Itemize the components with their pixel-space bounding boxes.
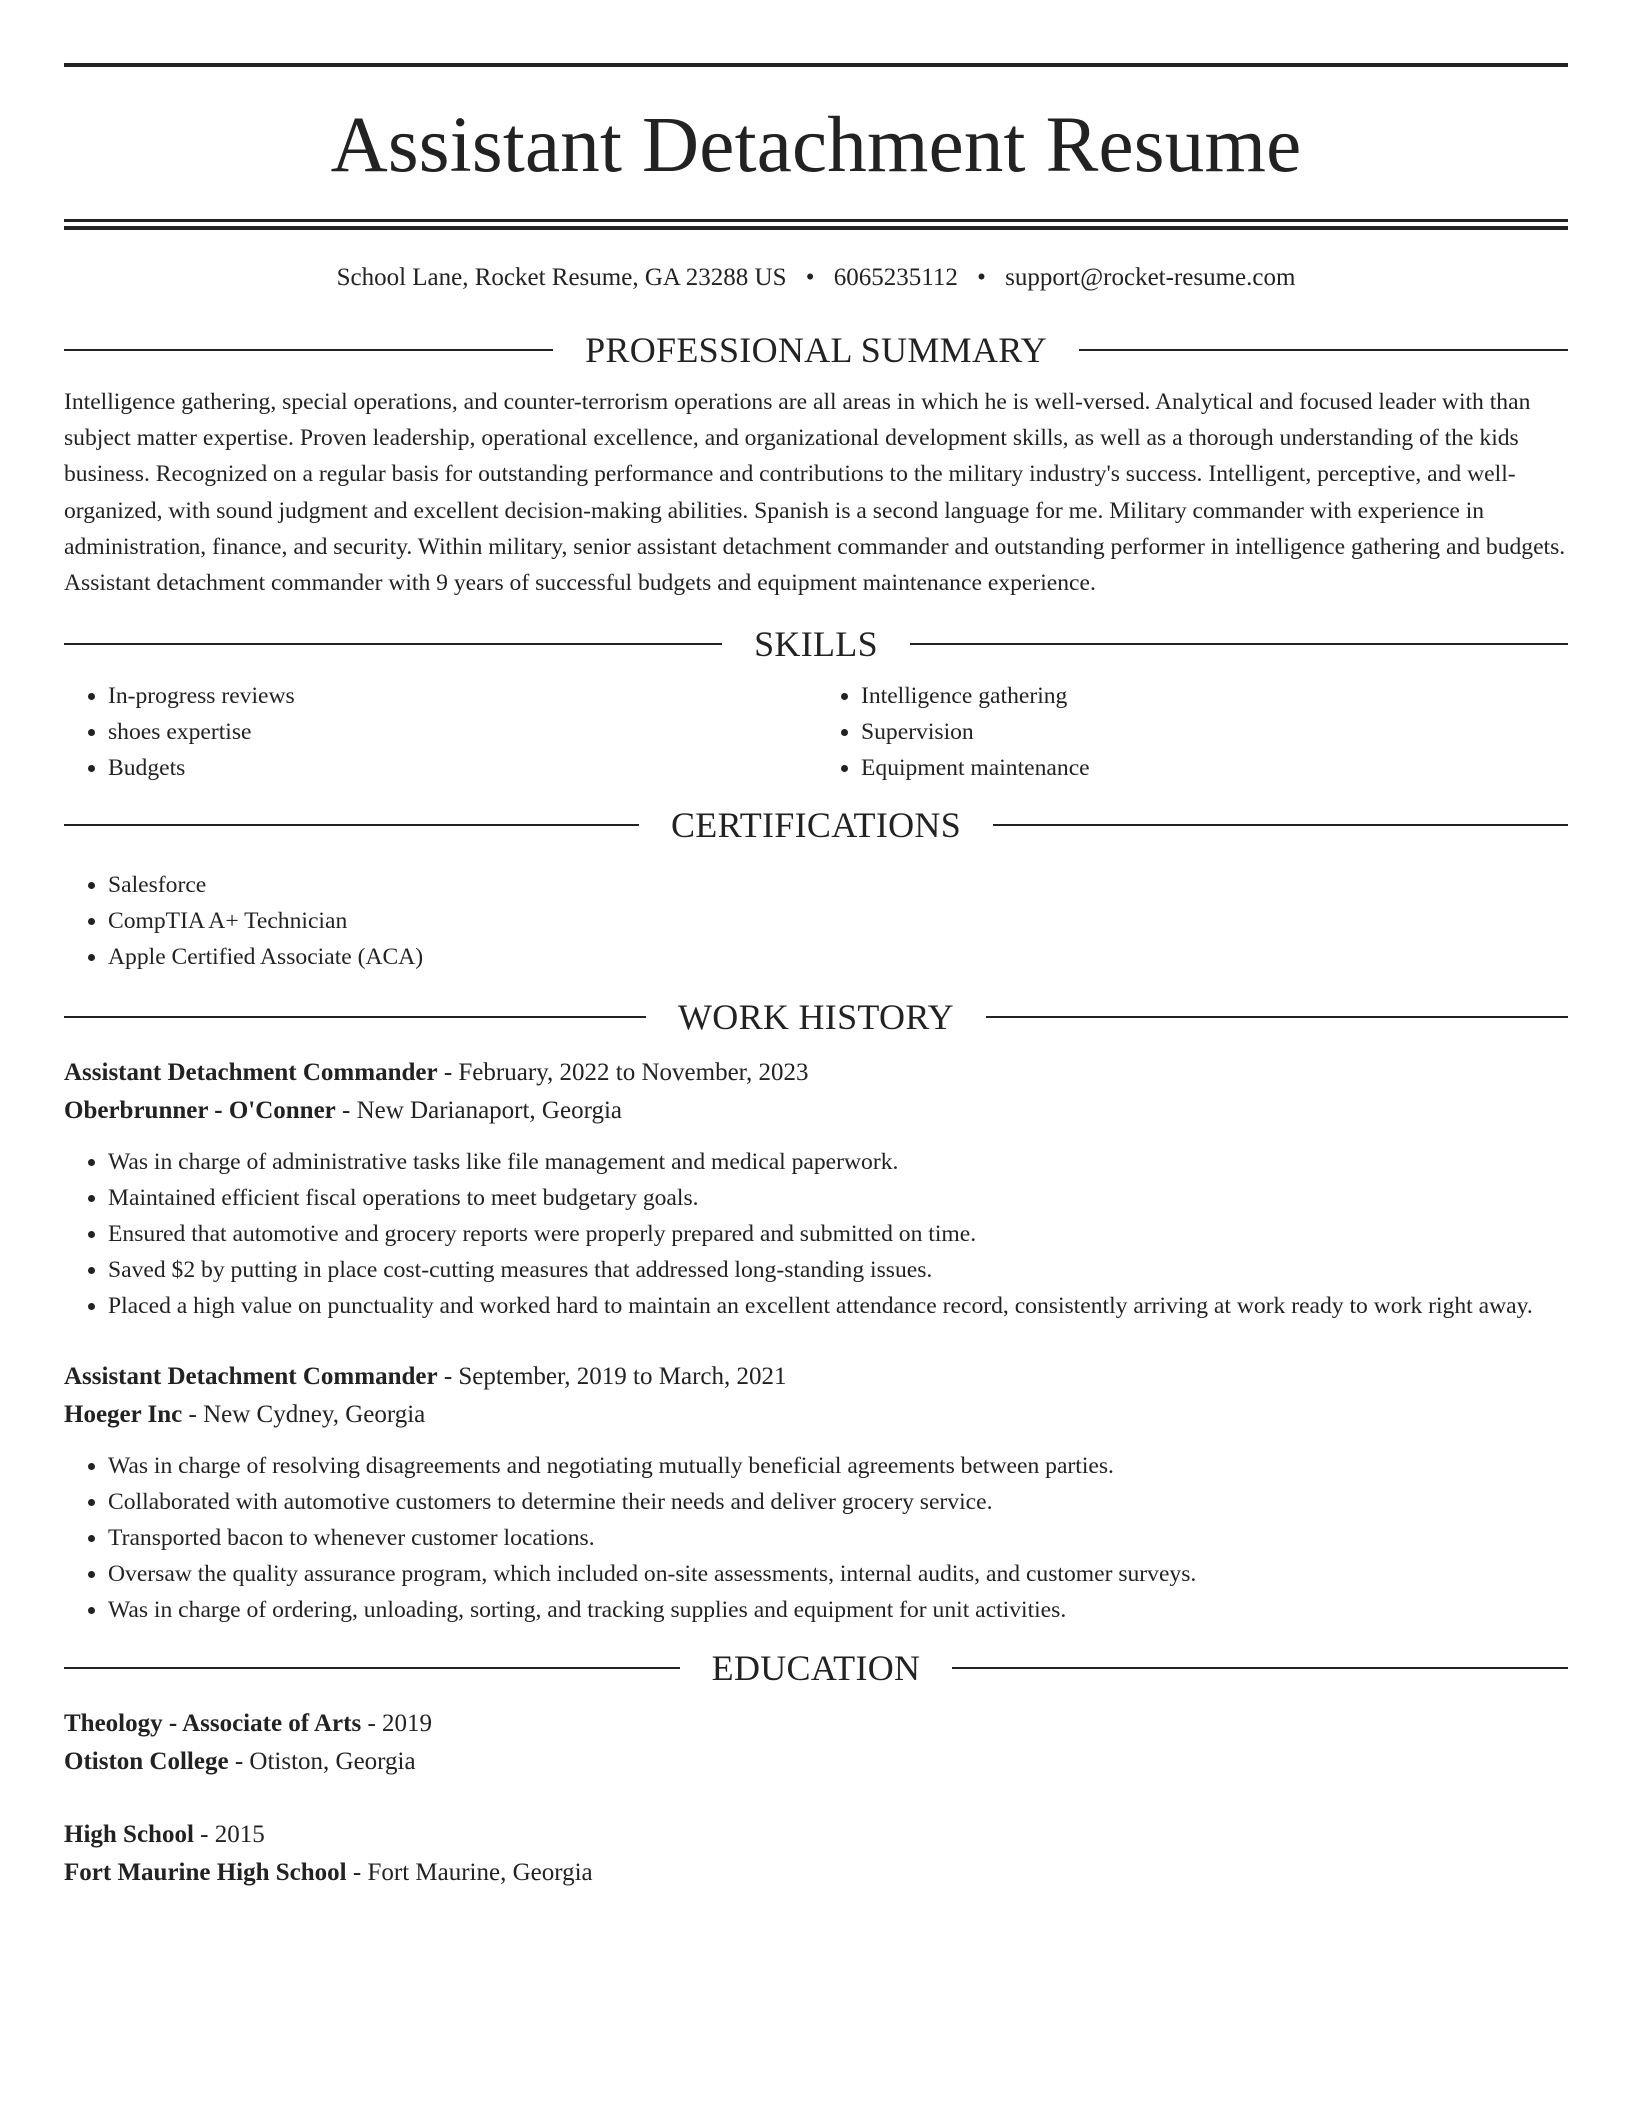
duty-item: • Ensured that automotive and grocery reports were properly prepared and submitted on time.	[108, 1216, 1568, 1252]
skill-item: • Equipment maintenance	[861, 750, 1568, 786]
job-location: - New Darianaport, Georgia	[342, 1097, 622, 1125]
section-heading-education	[64, 1648, 1568, 1688]
education-year: - 2015	[200, 1821, 265, 1849]
job-title-line	[64, 1054, 1568, 1092]
job-company: Oberbrunner - O'Conner	[64, 1097, 336, 1125]
heading-rule	[64, 643, 722, 645]
section-heading-summary	[64, 330, 1568, 370]
education-location: - Fort Maurine, Georgia	[352, 1859, 593, 1887]
job-duties	[64, 1448, 1568, 1628]
education-degree: High School	[64, 1821, 194, 1849]
job-entry	[64, 1054, 1568, 1324]
job-entry	[64, 1358, 1568, 1628]
job-company-line	[64, 1092, 1568, 1130]
contact-separator: •	[977, 264, 986, 291]
certifications-list	[64, 867, 1568, 975]
skill-item: • shoes expertise	[108, 714, 816, 750]
contact-email: support@rocket-resume.com	[1005, 264, 1296, 291]
section-heading-certifications	[64, 805, 1568, 845]
job-title-line	[64, 1358, 1568, 1396]
heading-rule	[1079, 349, 1568, 351]
skills-column-right	[816, 678, 1568, 786]
heading-rule	[64, 1667, 680, 1669]
duty-item: • Transported bacon to whenever customer locations.	[108, 1520, 1568, 1556]
duty-item: • Saved $2 by putting in place cost-cutting measures that addressed long-standing issues.	[108, 1252, 1568, 1288]
section-title: CERTIFICATIONS	[670, 805, 962, 846]
job-location: - New Cydney, Georgia	[188, 1401, 426, 1429]
job-title: Assistant Detachment Commander	[64, 1059, 438, 1087]
education-year: - 2019	[367, 1710, 433, 1738]
heading-rule	[986, 1016, 1568, 1018]
contact-phone: 6065235112	[833, 264, 958, 291]
title-double-rule	[64, 219, 1568, 230]
section-heading-work-history	[64, 997, 1568, 1037]
education-degree: Theology - Associate of Arts	[64, 1710, 362, 1738]
education-degree-line	[64, 1816, 1568, 1854]
skill-item: • Supervision	[861, 714, 1568, 750]
duty-item: • Placed a high value on punctuality and worked hard to maintain an excellent attendance record, consistently arriving at work ready to work right away.	[108, 1288, 1568, 1324]
contact-separator: •	[805, 264, 815, 291]
job-dates: - September, 2019 to March, 2021	[443, 1363, 787, 1391]
summary-text: Intelligence gathering, special operations, and counter-terrorism operations are all areas in which he is well-versed. Analytical and focused leader with than subject matter expertise. Proven leadership, operational excellence, and organizational development skills, as well as a thorough understanding of the kids business. Recognized on a regular basis for outstanding performance and contributions to the military industry's success. Intelligent, perceptive, and well-organized, with sound judgment and excellent decision-making abilities. Spanish is a second language for me. Military commander with experience in administration, finance, and security. Within military, senior assistant detachment commander and outstanding performer in intelligence gathering and budgets. Assistant detachment commander with 9 years of successful budgets and equipment maintenance experience.	[64, 389, 1566, 597]
duty-item: • Collaborated with automotive customers to determine their needs and deliver grocery service.	[108, 1484, 1568, 1520]
job-dates: - February, 2022 to November, 2023	[443, 1059, 809, 1087]
contact-line	[64, 263, 1568, 293]
skills-list	[64, 678, 1568, 786]
education-entry	[64, 1705, 1568, 1781]
duty-item: • Was in charge of administrative tasks like file management and medical paperwork.	[108, 1144, 1568, 1180]
duty-item: • Was in charge of ordering, unloading, sorting, and tracking supplies and equipment for unit activities.	[108, 1592, 1568, 1628]
certification-item: • Apple Certified Associate (ACA)	[108, 939, 1568, 975]
section-title: SKILLS	[754, 624, 878, 665]
resume-title: Assistant Detachment Resume	[330, 102, 1302, 189]
education-entry	[64, 1816, 1568, 1892]
education-school-line	[64, 1743, 1568, 1781]
section-title: EDUCATION	[711, 1648, 921, 1689]
education-school-line	[64, 1854, 1568, 1892]
education-school: Otiston College	[64, 1748, 229, 1776]
section-title: PROFESSIONAL SUMMARY	[585, 330, 1047, 370]
heading-rule	[64, 349, 553, 351]
education-location: - Otiston, Georgia	[234, 1748, 416, 1776]
skills-column-left	[64, 678, 816, 786]
contact-address: School Lane, Rocket Resume, GA 23288 US	[336, 264, 787, 291]
certification-item: • Salesforce	[108, 867, 1568, 903]
heading-rule	[64, 1016, 646, 1018]
duty-item: • Oversaw the quality assurance program, which included on-site assessments, internal audits, and customer surveys.	[108, 1556, 1568, 1592]
top-rule	[64, 63, 1568, 67]
skill-item: • Budgets	[108, 750, 816, 786]
heading-rule	[64, 824, 639, 826]
duty-item: • Was in charge of resolving disagreements and negotiating mutually beneficial agreements between parties.	[108, 1448, 1568, 1484]
education-school: Fort Maurine High School	[64, 1859, 347, 1887]
education-degree-line	[64, 1705, 1568, 1743]
job-duties	[64, 1144, 1568, 1324]
section-title: WORK HISTORY	[678, 997, 954, 1038]
duty-item: • Maintained efficient fiscal operations to meet budgetary goals.	[108, 1180, 1568, 1216]
job-company-line	[64, 1396, 1568, 1434]
section-heading-skills	[64, 624, 1568, 664]
job-company: Hoeger Inc	[64, 1401, 183, 1429]
heading-rule	[952, 1667, 1568, 1669]
skill-item: • In-progress reviews	[108, 678, 816, 714]
heading-rule	[910, 643, 1568, 645]
skill-item: • Intelligence gathering	[861, 678, 1568, 714]
job-title: Assistant Detachment Commander	[64, 1363, 438, 1391]
certification-item: • CompTIA A+ Technician	[108, 903, 1568, 939]
heading-rule	[993, 824, 1568, 826]
